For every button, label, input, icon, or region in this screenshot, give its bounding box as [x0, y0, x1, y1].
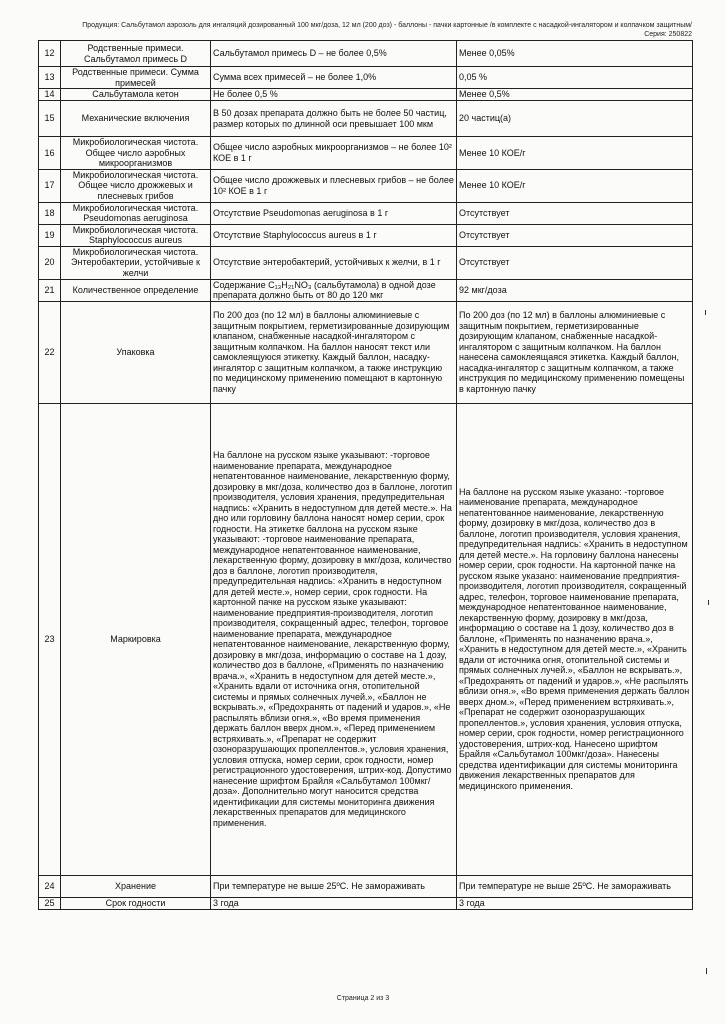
- indicator-name: Сальбутамола кетон: [61, 89, 211, 101]
- requirement-cell: Отсутствие Pseudomonas aeruginosa в 1 г: [211, 202, 457, 224]
- table-row: [39, 101, 693, 137]
- result-cell: 3 года: [457, 897, 693, 909]
- indicator-name: Хранение: [61, 875, 211, 897]
- header-series-line: Серия: 250822: [644, 30, 692, 38]
- requirement-cell: На баллоне на русском языке указывают: -торговое наименование препарата, международное непатентованное наименование, лекарственную форму, дозировку в мкг/доза, количество доз в баллоне, логотип производителя, условия хранения, предупредительная надпись: «Хранить в недоступном для детей месте.». На дно или горловину баллона наносят номер серии, срок годности. На этикетке баллона на русском языке указывают: -торговое наименование препарата, международное непатентованное наименование, лекарственную форму, дозировку в мкг/доза, количество доз в баллоне, логотип производителя, предупредительная надпись: «Хранить в недоступном для детей месте.», номер серии, срок годности. На картонной пачке на русском языке указывают: наименование предприятия-производителя, логотип производителя, сокращенный адрес, телефон, торговое наименование препарата, международное непатентованное наименование, лекарственную форму, дозировку в мкг/доза, информацию о составе на 1 дозу, количество доз в баллоне, «Применять по назначению врача.», «Хранить в недоступном для детей месте.», «Хранить вдали от источника огня, отопительной системы и прямых солнечных лучей.», «Баллон не вскрывать.», «Предохранять от падений и ударов.», «Не распылять вблизи огня.», «Во время применения держать баллон вверх дном.», «Перед применением встряхивать.», «Препарат не содержит озоноразрушающих пропеллентов.», условия хранения, условия отпуска, номер серии, срок годности, номер регистрационного удостоверения, штрих-код. Допустимо нанесение шрифтом Брайля «Сальбутамол 100мкг/доза». Дополнительно могут наносится средства идентификации для системы мониторинга движения лекарственных препаратов для медицинского применения.: [211, 403, 457, 875]
- table-row: [39, 89, 693, 101]
- result-cell: Менее 0,05%: [457, 41, 693, 67]
- indicator-name: Микробиологическая чистота. Общее число аэробных микроорганизмов: [61, 137, 211, 170]
- page-number: Страница 2 из 3: [336, 995, 390, 1002]
- row-number: 20: [39, 246, 61, 279]
- indicator-name: Микробиологическая чистота. Pseudomonas aeruginosa: [61, 202, 211, 224]
- table-row: [39, 67, 693, 89]
- row-number: 22: [39, 301, 61, 403]
- table-row: [39, 246, 693, 279]
- specification-table: [38, 40, 693, 910]
- result-cell: Менее 10 КОЕ/г: [457, 169, 693, 202]
- row-number: 23: [39, 403, 61, 875]
- result-cell: Отсутствует: [457, 202, 693, 224]
- table-row: [39, 224, 693, 246]
- indicator-name: Микробиологическая чистота. Общее число дрожжевых и плесневых грибов: [61, 169, 211, 202]
- row-number: 17: [39, 169, 61, 202]
- result-cell: 92 мкг/доза: [457, 279, 693, 301]
- indicator-name: Микробиологическая чистота. Энтеробактерии, устойчивые к желчи: [61, 246, 211, 279]
- table-row: [39, 137, 693, 170]
- requirement-cell: Сумма всех примесей – не более 1,0%: [211, 67, 457, 89]
- requirement-cell: Содержание C₁₃H₂₁NO₃ (сальбутамола) в одной дозе препарата должно быть от 80 до 120 мкг: [211, 279, 457, 301]
- indicator-name: Родственные примеси. Сальбутамол примесь D: [61, 41, 211, 67]
- indicator-name: Родственные примеси. Сумма примесей: [61, 67, 211, 89]
- table-row: [39, 403, 693, 875]
- result-cell: 0,05 %: [457, 67, 693, 89]
- indicator-name: Упаковка: [61, 301, 211, 403]
- result-cell: По 200 доз (по 12 мл) в баллоны алюминиевые с защитным покрытием, герметизированные дозирующим клапаном, снабженные насадкой-ингалятором с защитным колпачком. На баллон нанесена самоклеящаяся этикетка. Каждый баллон, насадка-ингалятор с защитным колпачком, а также инструкция по медицинскому применению помещены в картонную пачку: [457, 301, 693, 403]
- table-row: [39, 279, 693, 301]
- result-cell: Отсутствует: [457, 246, 693, 279]
- indicator-name: Маркировка: [61, 403, 211, 875]
- indicator-name: Срок годности: [61, 897, 211, 909]
- scan-mark: [706, 968, 707, 974]
- row-number: 25: [39, 897, 61, 909]
- indicator-name: Количественное определение: [61, 279, 211, 301]
- result-cell: На баллоне на русском языке указано: -торговое наименование препарата, международное непатентованное наименование, лекарственную форму, дозировку в мкг/доза, количество доз в баллоне, логотип производителя, условия хранения, предупредительная надпись: «Хранить в недоступном для детей месте.». На горловину баллона нанесены номер серии, срок годности. На картонной пачке на русском языке указано: наименование предприятия-производителя, логотип производителя, сокращенный адрес, телефон, торговое наименование препарата, международное непатентованное наименование, лекарственную форму, дозировку в мкг/доза, информацию о составе на 1 дозу, количество доз в баллоне, «Применять по назначению врача.», «Хранить в недоступном для детей месте.», «Хранить вдали от источника огня, отопительной системы и прямых солнечных лучей.», «Баллон не вскрывать.», «Предохранять от падений и ударов.», «Не распылять вблизи огня.», «Во время применения держать баллон вверх дном.», «Перед применением встряхивать.», «Препарат не содержит озоноразрушающих пропеллентов.», условия хранения, условия отпуска, номер серии, срок годности, номер регистрационного удостоверения, штрих-код. Нанесено шрифтом Брайля «Сальбутамол 100мкг/доза». Нанесены средства идентификации для системы мониторинга движения лекарственных препаратов для медицинского применения.: [457, 403, 693, 875]
- requirement-cell: Отсутствие Staphylococcus aureus в 1 г: [211, 224, 457, 246]
- row-number: 14: [39, 89, 61, 101]
- row-number: 24: [39, 875, 61, 897]
- row-number: 12: [39, 41, 61, 67]
- row-number: 21: [39, 279, 61, 301]
- document-header: [38, 22, 692, 39]
- requirement-cell: Отсутствие энтеробактерий, устойчивых к желчи, в 1 г: [211, 246, 457, 279]
- result-cell: Менее 0,5%: [457, 89, 693, 101]
- indicator-name: Механические включения: [61, 101, 211, 137]
- requirement-cell: При температуре не выше 25ºС. Не замораживать: [211, 875, 457, 897]
- row-number: 13: [39, 67, 61, 89]
- result-cell: При температуре не выше 25ºС. Не замораживать: [457, 875, 693, 897]
- requirement-cell: Общее число дрожжевых и плесневых грибов – не более 10² КОЕ в 1 г: [211, 169, 457, 202]
- header-product-line: Продукция: Сальбутамол аэрозоль для ингаляций дозированный 100 мкг/доза, 12 мл (200 доз) - баллоны - пачки картонные /в комплекте с насадкой-ингалятором и колпачком защитным/: [82, 22, 692, 29]
- row-number: 16: [39, 137, 61, 170]
- result-cell: Менее 10 КОЕ/г: [457, 137, 693, 170]
- row-number: 18: [39, 202, 61, 224]
- row-number: 19: [39, 224, 61, 246]
- scan-mark: [708, 600, 709, 605]
- table-row: [39, 202, 693, 224]
- requirement-cell: По 200 доз (по 12 мл) в баллоны алюминиевые с защитным покрытием, герметизированные дозирующим клапаном, снабженные насадкой-ингалятором с защитным колпачком. На баллон наносят текст или самоклеящуюся этикетку. Каждый баллон, насадку-ингалятор с защитным колпачком, а также инструкцию по медицинскому применению помещают в картонную пачку: [211, 301, 457, 403]
- requirement-cell: Не более 0,5 %: [211, 89, 457, 101]
- result-cell: 20 частиц(а): [457, 101, 693, 137]
- table-row: [39, 41, 693, 67]
- scan-mark: [705, 310, 706, 315]
- table-row: [39, 897, 693, 909]
- table-row: [39, 169, 693, 202]
- requirement-cell: В 50 дозах препарата должно быть не более 50 частиц, размер которых по длинной оси превышает 100 мкм: [211, 101, 457, 137]
- table-row: [39, 875, 693, 897]
- requirement-cell: Общее число аэробных микроорганизмов – не более 10² КОЕ в 1 г: [211, 137, 457, 170]
- indicator-name: Микробиологическая чистота. Staphylococcus aureus: [61, 224, 211, 246]
- result-cell: Отсутствует: [457, 224, 693, 246]
- requirement-cell: 3 года: [211, 897, 457, 909]
- requirement-cell: Сальбутамол примесь D – не более 0,5%: [211, 41, 457, 67]
- table-row: [39, 301, 693, 403]
- row-number: 15: [39, 101, 61, 137]
